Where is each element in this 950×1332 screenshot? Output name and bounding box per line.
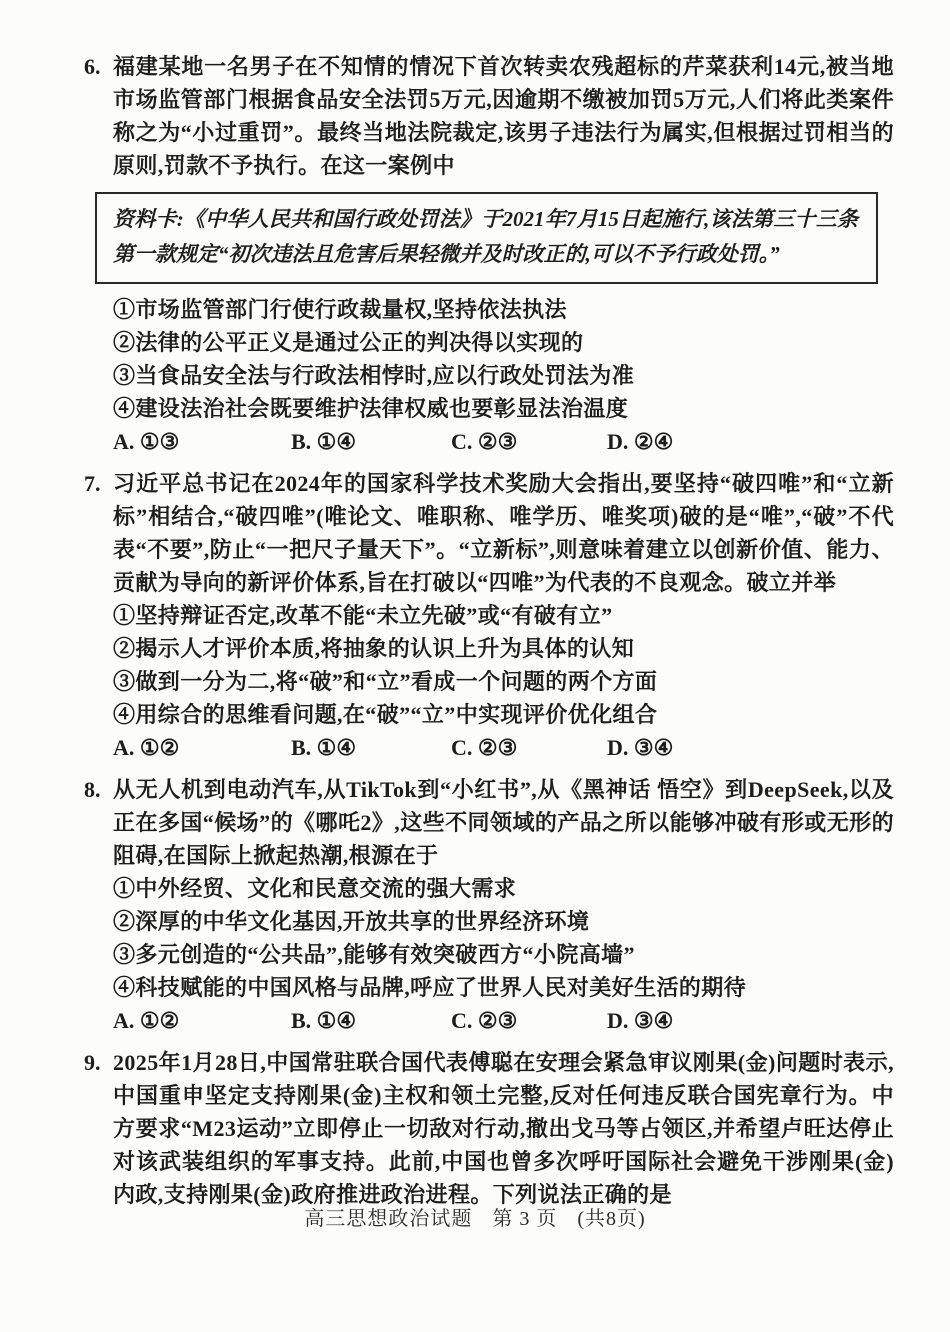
question-7-choice-b: B. ①④ [291, 735, 357, 760]
question-7 [84, 467, 894, 765]
question-8 [84, 773, 894, 1038]
question-7-item-1: ①坚持辩证否定,改革不能“未立先破”或“有破有立” [113, 603, 613, 628]
info-card: 资料卡:《中华人民共和国行政处罚法》于2021年7月15日起施行,该法第三十三条第一款规定“初次违法且危害后果轻微并及时改正的,可以不予行政处罚。” [95, 192, 878, 284]
question-8-item-3: ③多元创造的“公共品”,能够有效突破西方“小院高墙” [113, 942, 635, 967]
question-9 [84, 1046, 894, 1211]
question-6-item-1: ①市场监管部门行使行政裁量权,坚持依法执法 [113, 297, 567, 322]
question-6-content [113, 50, 894, 459]
question-7-choice-d: D. ③④ [607, 735, 674, 760]
question-6-choices [113, 425, 894, 459]
question-6-choice-c: C. ②③ [451, 429, 518, 454]
question-8-choice-b: B. ①④ [291, 1008, 357, 1033]
question-7-stem: 习近平总书记在2024年的国家科学技术奖励大会指出,要坚持“破四唯”和“立新标”相结合,“破四唯”(唯论文、唯职称、唯学历、唯奖项)破的是“唯”,“破”不代表“不要”,防止“一把尺子量天下”。“立新标”,则意味着建立以创新价值、能力、贡献为导向的新评价体系,旨在打破以“四唯”为代表的不良观念。破立并举 [113, 471, 894, 595]
question-8-number: 8. [84, 777, 101, 802]
question-6-choice-a: A. ①③ [113, 429, 180, 454]
page-footer [0, 1202, 950, 1231]
question-8-choice-a: A. ①② [113, 1008, 180, 1033]
question-7-item-3: ③做到一分为二,将“破”和“立”看成一个问题的两个方面 [113, 669, 658, 694]
question-8-choice-c: C. ②③ [451, 1008, 518, 1033]
question-7-number: 7. [84, 471, 101, 496]
question-9-stem: 2025年1月28日,中国常驻联合国代表傅聪在安理会紧急审议刚果(金)问题时表示,中国重申坚定支持刚果(金)主权和领土完整,反对任何违反联合国宪章行为。中方要求“M23运动”立即停止一切敌对行动,撤出戈马等占领区,并希望卢旺达停止对该武装组织的军事支持。此前,中国也曾多次呼吁国际社会避免干涉刚果(金)内政,支持刚果(金)政府推进政治进程。下列说法正确的是 [113, 1050, 894, 1207]
question-6-choice-d: D. ②④ [607, 429, 674, 454]
question-9-content [113, 1046, 894, 1211]
question-7-choices [113, 731, 894, 765]
question-6-choice-b: B. ①④ [291, 429, 357, 454]
question-7-choice-c: C. ②③ [451, 735, 518, 760]
question-6-stem: 福建某地一名男子在不知情的情况下首次转卖农残超标的芹菜获利14元,被当地市场监管部门根据食品安全法罚5万元,因逾期不缴被加罚5万元,人们将此类案件称之为“小过重罚”。最终当地法院裁定,该男子违法行为属实,但根据过罚相当的原则,罚款不予执行。在这一案例中 [113, 54, 894, 178]
question-8-item-1: ①中外经贸、文化和民意交流的强大需求 [113, 876, 517, 901]
question-8-item-2: ②深厚的中华文化基因,开放共享的世界经济环境 [113, 909, 590, 934]
footer-title: 高三思想政治试题 [304, 1208, 473, 1230]
footer-page-number: 第 3 页 [492, 1208, 558, 1230]
question-7-choice-a: A. ①② [113, 735, 180, 760]
question-8-stem: 从无人机到电动汽车,从TikTok到“小红书”,从《黑神话 悟空》到DeepSeek,以及正在多国“候场”的《哪吒2》,这些不同领域的产品之所以能够冲破有形或无形的阻碍,在国际上掀起热潮,根源在于 [113, 777, 894, 868]
question-9-number: 9. [84, 1050, 101, 1075]
question-8-item-4: ④科技赋能的中国风格与品牌,呼应了世界人民对美好生活的期待 [113, 975, 747, 1000]
question-8-choice-d: D. ③④ [607, 1008, 674, 1033]
question-8-choices [113, 1004, 894, 1038]
question-6-item-2: ②法律的公平正义是通过公正的判决得以实现的 [113, 330, 584, 355]
question-6-number: 6. [84, 54, 101, 79]
question-6-item-3: ③当食品安全法与行政法相悖时,应以行政处罚法为准 [113, 363, 635, 388]
question-7-content [113, 467, 894, 765]
footer-total-pages: (共8页) [577, 1208, 646, 1230]
question-7-item-2: ②揭示人才评价本质,将抽象的认识上升为具体的认知 [113, 636, 635, 661]
question-8-content [113, 773, 894, 1038]
question-7-item-4: ④用综合的思维看问题,在“破”“立”中实现评价优化组合 [113, 702, 658, 727]
question-6 [84, 50, 894, 459]
question-6-item-4: ④建设法治社会既要维护法律权威也要彰显法治温度 [113, 396, 629, 421]
